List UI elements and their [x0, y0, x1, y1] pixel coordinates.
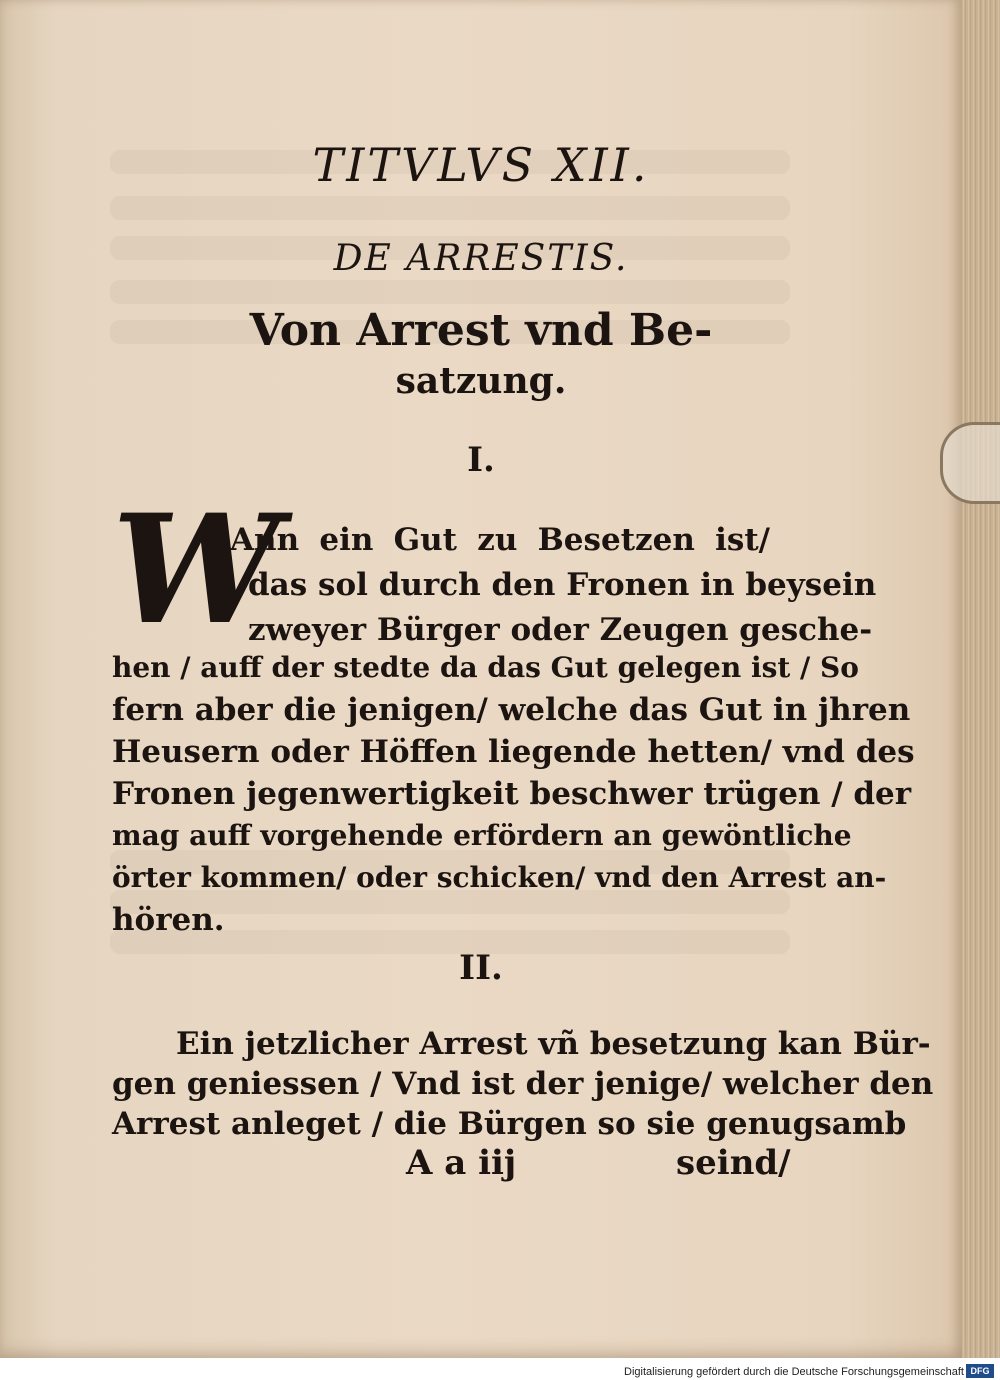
text-line: Ann ein Gut zu Besetzen ist/	[230, 522, 770, 558]
text-line: Heusern oder Höffen liegende hetten/ vnd des	[112, 734, 915, 770]
catchword: seind/	[676, 1143, 791, 1183]
text-line: Arrest anleget / die Bürgen so sie genugsamb	[112, 1106, 907, 1142]
section-number-1: I.	[467, 440, 495, 480]
text-line: mag auff vorgehende erfördern an gewöntliche	[112, 819, 852, 852]
section-number-2: II.	[459, 948, 503, 988]
digitization-credit: Digitalisierung gefördert durch die Deutsche Forschungsgemeinschaft	[624, 1366, 964, 1378]
text-line: örter kommen/ oder schicken/ vnd den Arrest an-	[112, 861, 887, 894]
heading-line-2: satzung.	[395, 360, 567, 402]
page-title: TITVLVS XII.	[312, 138, 650, 192]
signature-mark: A a iij	[406, 1143, 517, 1183]
text-line: hören.	[112, 902, 225, 938]
page-edges	[962, 0, 1000, 1358]
dfg-logo: DFG	[966, 1364, 994, 1378]
page-subtitle: DE ARRESTIS.	[333, 238, 629, 279]
text-line: fern aber die jenigen/ welche das Gut in jhren	[112, 692, 911, 728]
drop-cap: W	[112, 482, 281, 658]
text-line: das sol durch den Fronen in beysein	[248, 567, 877, 603]
heading-line-1: Von Arrest vnd Be-	[249, 305, 713, 356]
text-line: hen / auff der stedte da das Gut gelegen ist / So	[112, 651, 859, 684]
text-line: gen geniessen / Vnd ist der jenige/ welcher den	[112, 1066, 934, 1102]
text-line: Fronen jegenwertigkeit beschwer trügen / der	[112, 776, 912, 812]
text-line: zweyer Bürger oder Zeugen gesche-	[248, 612, 873, 648]
text-line: Ein jetzlicher Arrest vñ besetzung kan Bür-	[176, 1026, 931, 1062]
